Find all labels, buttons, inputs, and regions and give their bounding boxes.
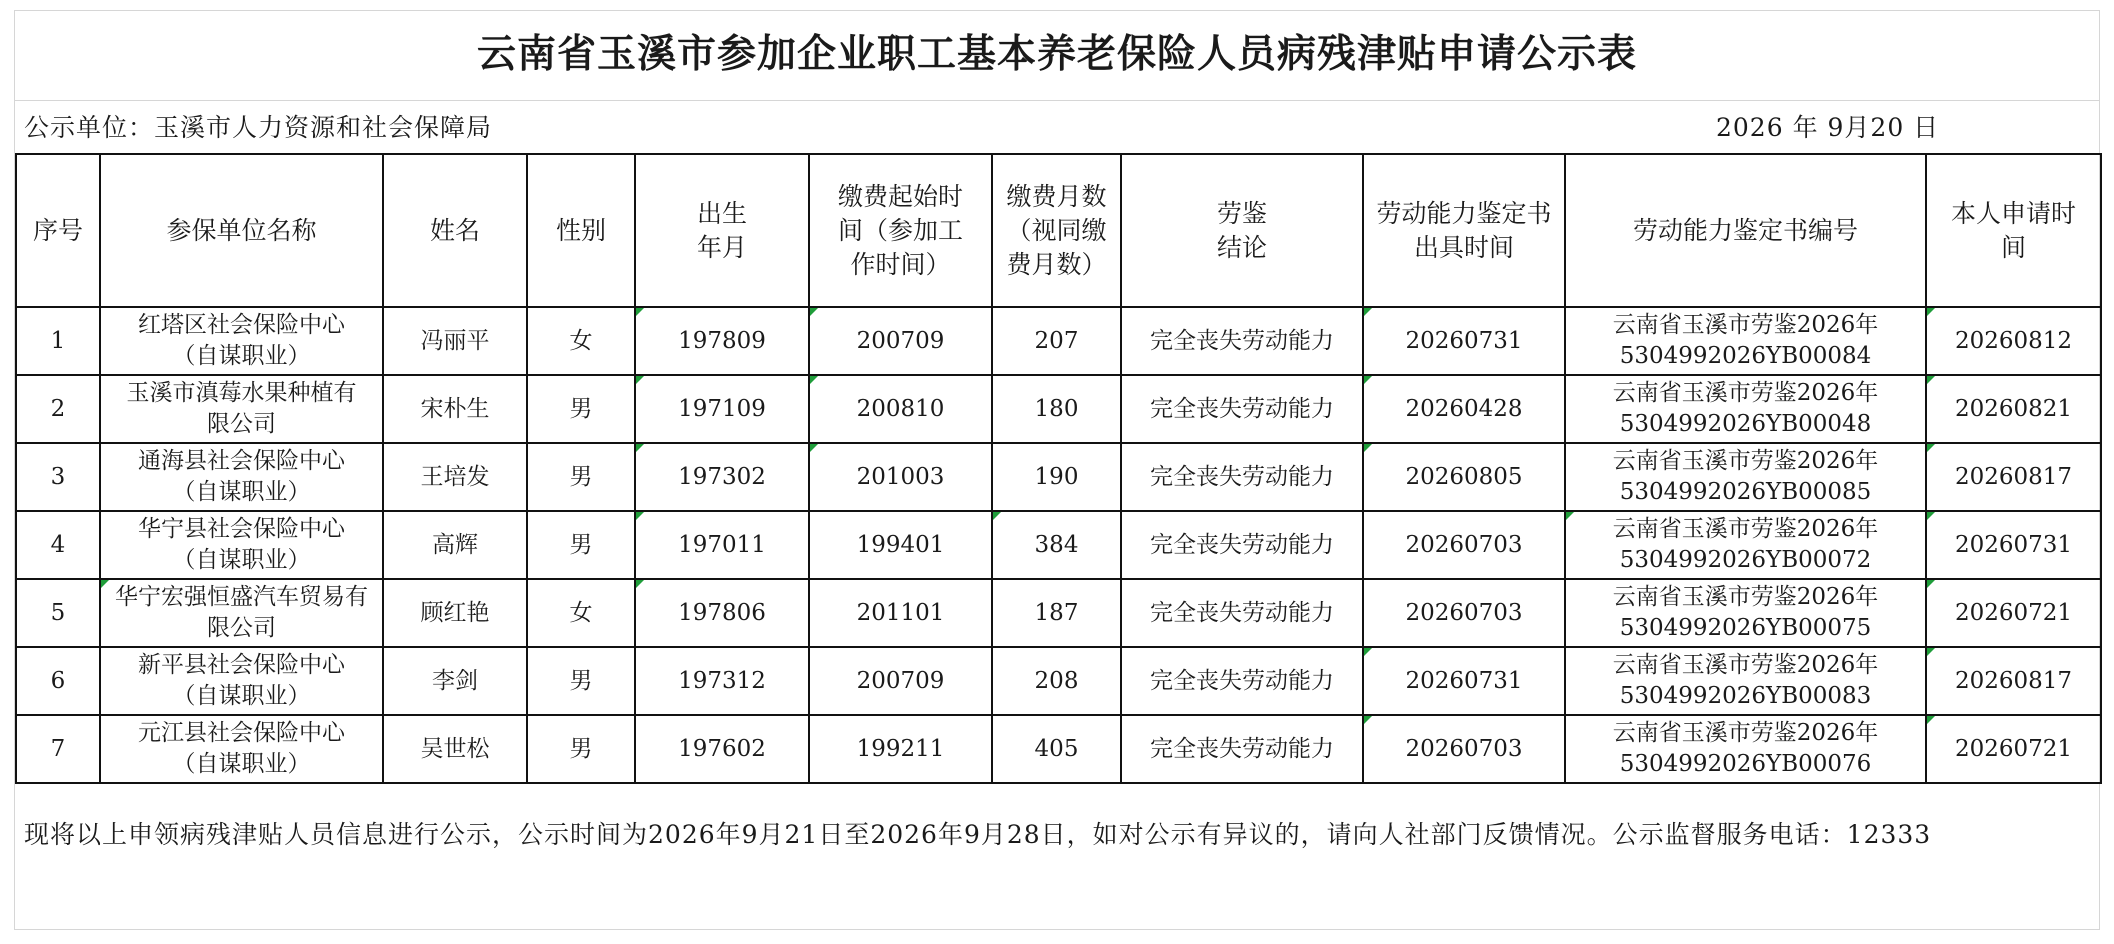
cell-months: 207	[992, 307, 1121, 375]
cell-no: 6	[16, 647, 100, 715]
cell-conclusion: 完全丧失劳动能力	[1121, 443, 1363, 511]
cell-name: 宋朴生	[383, 375, 527, 443]
cell-org: 通海县社会保险中心（自谋职业）	[100, 443, 383, 511]
cell-org: 红塔区社会保险中心（自谋职业）	[100, 307, 383, 375]
cell-issue-date: 20260703	[1363, 715, 1565, 783]
cell-gender: 男	[527, 647, 635, 715]
cell-gender: 女	[527, 307, 635, 375]
cell-org: 新平县社会保险中心（自谋职业）	[100, 647, 383, 715]
cell-name: 李剑	[383, 647, 527, 715]
cell-apply-date: 20260721	[1926, 715, 2101, 783]
cell-conclusion: 完全丧失劳动能力	[1121, 511, 1363, 579]
public-notice: 现将以上申领病残津贴人员信息进行公示，公示时间为2026年9月21日至2026年9月28日，如对公示有异议的，请向人社部门反馈情况。公示监督服务电话：12333	[24, 820, 1932, 849]
cell-start: 199401	[809, 511, 992, 579]
cell-no: 5	[16, 579, 100, 647]
cell-org: 华宁县社会保险中心（自谋职业）	[100, 511, 383, 579]
header-cert-no: 劳动能力鉴定书编号	[1565, 154, 1926, 307]
cell-start: 200810	[809, 375, 992, 443]
cell-birth: 197302	[635, 443, 809, 511]
header-months: 缴费月数（视同缴费月数）	[992, 154, 1121, 307]
cell-apply-date: 20260731	[1926, 511, 2101, 579]
cell-conclusion: 完全丧失劳动能力	[1121, 647, 1363, 715]
cell-issue-date: 20260703	[1363, 579, 1565, 647]
cell-gender: 男	[527, 715, 635, 783]
cell-cert-no: 云南省玉溪市劳鉴2026年5304992026YB00075	[1565, 579, 1926, 647]
publishing-unit: 公示单位：玉溪市人力资源和社会保障局	[24, 113, 493, 142]
cell-conclusion: 完全丧失劳动能力	[1121, 375, 1363, 443]
cell-no: 7	[16, 715, 100, 783]
cell-name: 顾红艳	[383, 579, 527, 647]
cell-birth: 197312	[635, 647, 809, 715]
cell-issue-date: 20260731	[1363, 307, 1565, 375]
table-row	[16, 647, 2101, 715]
cell-gender: 女	[527, 579, 635, 647]
cell-start: 199211	[809, 715, 992, 783]
table-row	[16, 443, 2101, 511]
cell-birth: 197806	[635, 579, 809, 647]
cell-issue-date: 20260731	[1363, 647, 1565, 715]
cell-no: 1	[16, 307, 100, 375]
cell-cert-no: 云南省玉溪市劳鉴2026年5304992026YB00085	[1565, 443, 1926, 511]
publish-date: 2026 年 9月20 日	[1716, 113, 1940, 142]
cell-apply-date: 20260821	[1926, 375, 2101, 443]
table-row	[16, 375, 2101, 443]
cell-conclusion: 完全丧失劳动能力	[1121, 579, 1363, 647]
cell-months: 187	[992, 579, 1121, 647]
cell-gender: 男	[527, 511, 635, 579]
cell-months: 208	[992, 647, 1121, 715]
cell-birth: 197109	[635, 375, 809, 443]
cell-birth: 197602	[635, 715, 809, 783]
header-org: 参保单位名称	[100, 154, 383, 307]
cell-name: 高辉	[383, 511, 527, 579]
cell-no: 4	[16, 511, 100, 579]
cell-months: 384	[992, 511, 1121, 579]
table-row	[16, 579, 2101, 647]
cell-name: 王培发	[383, 443, 527, 511]
cell-apply-date: 20260817	[1926, 443, 2101, 511]
cell-name: 冯丽平	[383, 307, 527, 375]
cell-months: 405	[992, 715, 1121, 783]
title-divider	[14, 100, 2100, 101]
header-conclusion: 劳鉴结论	[1121, 154, 1363, 307]
cell-months: 190	[992, 443, 1121, 511]
table-row	[16, 307, 2101, 375]
header-start: 缴费起始时间（参加工作时间）	[809, 154, 992, 307]
cell-conclusion: 完全丧失劳动能力	[1121, 307, 1363, 375]
cell-apply-date: 20260812	[1926, 307, 2101, 375]
cell-cert-no: 云南省玉溪市劳鉴2026年5304992026YB00072	[1565, 511, 1926, 579]
cell-cert-no: 云南省玉溪市劳鉴2026年5304992026YB00084	[1565, 307, 1926, 375]
cell-start: 200709	[809, 647, 992, 715]
cell-apply-date: 20260721	[1926, 579, 2101, 647]
cell-start: 201003	[809, 443, 992, 511]
cell-issue-date: 20260703	[1363, 511, 1565, 579]
cell-name: 吴世松	[383, 715, 527, 783]
cell-gender: 男	[527, 443, 635, 511]
header-birth: 出生年月	[635, 154, 809, 307]
header-gender: 性别	[527, 154, 635, 307]
cell-months: 180	[992, 375, 1121, 443]
cell-cert-no: 云南省玉溪市劳鉴2026年5304992026YB00083	[1565, 647, 1926, 715]
header-issue-date: 劳动能力鉴定书出具时间	[1363, 154, 1565, 307]
cell-apply-date: 20260817	[1926, 647, 2101, 715]
cell-start: 200709	[809, 307, 992, 375]
cell-cert-no: 云南省玉溪市劳鉴2026年5304992026YB00076	[1565, 715, 1926, 783]
cell-org: 元江县社会保险中心（自谋职业）	[100, 715, 383, 783]
cell-birth: 197011	[635, 511, 809, 579]
table-row	[16, 715, 2101, 783]
cell-org: 华宁宏强恒盛汽车贸易有限公司	[100, 579, 383, 647]
cell-gender: 男	[527, 375, 635, 443]
page-title: 云南省玉溪市参加企业职工基本养老保险人员病残津贴申请公示表	[476, 32, 1637, 77]
cell-issue-date: 20260805	[1363, 443, 1565, 511]
cell-conclusion: 完全丧失劳动能力	[1121, 715, 1363, 783]
cell-cert-no: 云南省玉溪市劳鉴2026年5304992026YB00048	[1565, 375, 1926, 443]
header-apply-date: 本人申请时间	[1926, 154, 2101, 307]
applicant-table	[15, 153, 2102, 784]
table-row	[16, 511, 2101, 579]
cell-start: 201101	[809, 579, 992, 647]
header-name: 姓名	[383, 154, 527, 307]
table-header-row	[16, 154, 2101, 307]
cell-org: 玉溪市滇莓水果种植有限公司	[100, 375, 383, 443]
cell-birth: 197809	[635, 307, 809, 375]
cell-no: 2	[16, 375, 100, 443]
header-no: 序号	[16, 154, 100, 307]
cell-issue-date: 20260428	[1363, 375, 1565, 443]
cell-no: 3	[16, 443, 100, 511]
